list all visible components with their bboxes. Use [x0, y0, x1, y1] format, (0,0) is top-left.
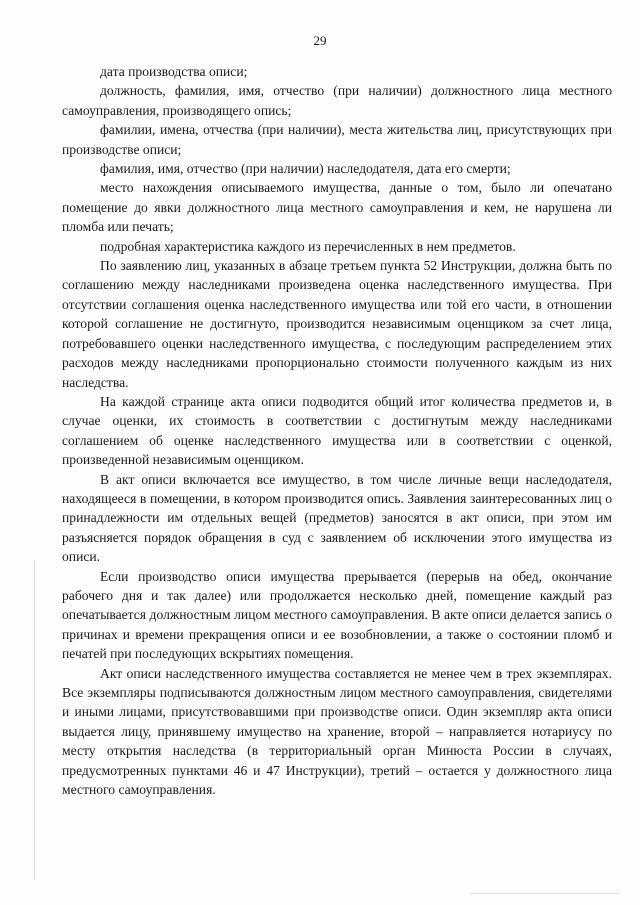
page-number: 29 [313, 33, 327, 48]
scan-margin-line [34, 560, 35, 880]
paragraph-interruption: Если производство описи имущества прерывается (перерыв на обед, окончание рабочего дня и так далее) или продолжается несколько дней, помещение каждый раз опечатывается должностным лицом местного самоуправления. В акте описи делается запись о причинах и времени прекращения описи и ее возобновлении, а также о состоянии пломб и печатей при последующих вскрытиях помещения. [62, 568, 612, 662]
body-text [62, 62, 612, 799]
paragraph-copies: Акт описи наследственного имущества составляется не менее чем в трех экземплярах. Все экземпляры подписываются должностным лицом местного самоуправления, свидетелями и иными лицами, присутствовавшими при производстве описи. Один экземпляр акта описи выдается лицу, принявшему имущество на хранение, второй – направляется нотариусу по месту открытия наследства (в территориальный орган Минюста России в случаях, предусмотренных пунктами 46 и 47 Инструкции), третий – остается у должностного лица местного самоуправления. [62, 665, 612, 798]
paragraph-attendees: фамилии, имена, отчества (при наличии), места жительства лиц, присутствующих при производстве описи; [62, 122, 612, 157]
paragraph-inventory-date: дата производства описи; [100, 64, 248, 79]
paragraph-decedent: фамилия, имя, отчество (при наличии) наследодателя, дата его смерти; [100, 161, 511, 177]
scan-bottom-line [470, 893, 620, 894]
paragraph-official-position: должность, фамилия, имя, отчество (при наличии) должностного лица местного самоуправления, производящего опись; [62, 83, 612, 118]
paragraph-included-property: В акт описи включается все имущество, в том числе личные вещи наследодателя, находящееся в помещении, в котором производится опись. Заявления заинтересованных лиц о принадлежности им отдельных вещей (предметов) заносятся в акт описи, при этом им разъясняется порядок обращения в суд с заявлением об исключении этого имущества из описи. [62, 471, 612, 565]
paragraph-page-totals: На каждой странице акта описи подводится общий итог количества предметов и, в случае оценки, их стоимость в соответствии с достигнутым между наследниками соглашением об оценке наследственного имущества или в соответствии с оценкой, произведенной независимым оценщиком. [62, 393, 612, 468]
paragraph-item-description: подробная характеристика каждого из перечисленных в нем предметов. [100, 238, 516, 254]
paragraph-property-location: место нахождения описываемого имущества, данные о том, было ли опечатано помещение до явки должностного лица местного самоуправления и кем, не нарушена ли пломба или печать; [62, 180, 612, 235]
paragraph-valuation: По заявлению лиц, указанных в абзаце третьем пункта 52 Инструкции, должна быть по соглашению между наследниками произведена оценка наследственного имущества. При отсутствии соглашения оценка наследственного имущества или той его части, в отношении которой соглашение не достигнуто, производится независимым оценщиком за счет лица, потребовавшего оценки наследственного имущества, с последующим распределением этих расходов между наследниками пропорционально стоимости полученного каждым из них наследства. [62, 258, 612, 390]
